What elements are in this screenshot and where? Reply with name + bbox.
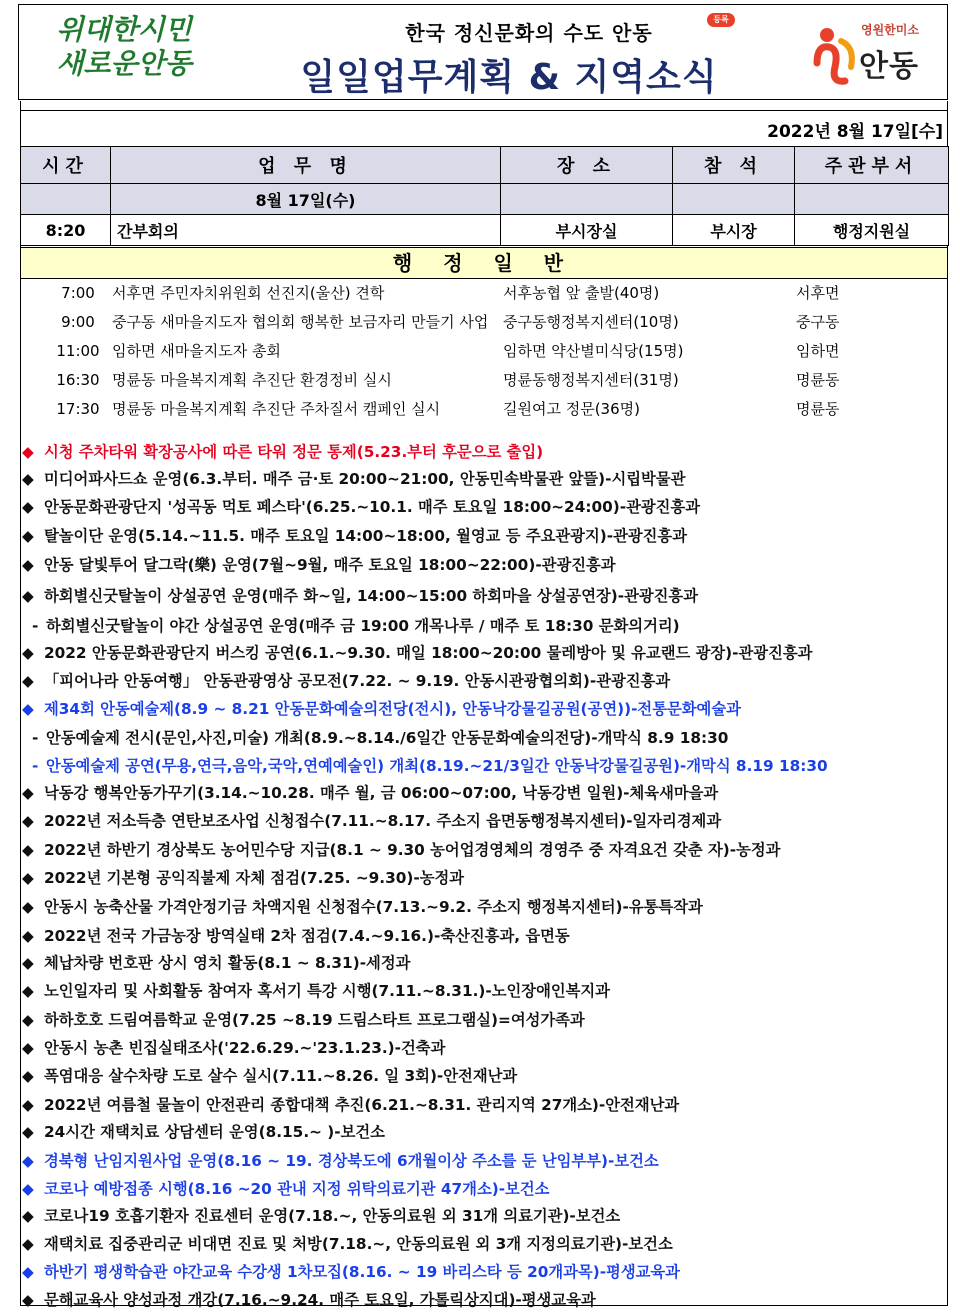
notice-item bbox=[22, 779, 718, 807]
event-name: 서후면 주민자치위원회 선진지(울산) 견학 bbox=[112, 284, 385, 302]
notice-item bbox=[22, 493, 700, 521]
schedule-day-row bbox=[21, 184, 949, 215]
page-title: 일일업무계획 & 지역소식 bbox=[300, 57, 718, 98]
notice-item bbox=[22, 465, 685, 493]
notice-item bbox=[22, 864, 464, 892]
row-time: 8:20 bbox=[21, 215, 111, 246]
event-dept: 임하면 bbox=[796, 342, 840, 360]
diamond-bullet-icon: ◆ bbox=[22, 954, 34, 972]
diamond-bullet-icon: ◆ bbox=[22, 1235, 34, 1253]
notice-item bbox=[22, 922, 570, 950]
diamond-bullet-icon: ◆ bbox=[22, 898, 34, 916]
notice-item bbox=[22, 1175, 549, 1203]
notice-text: 하하호호 드림여름학교 운영(7.25 ~8.19 드림스타트 프로그램실)=여성가족과 bbox=[44, 1011, 585, 1029]
event-time: 9:00 bbox=[61, 313, 95, 331]
notice-item bbox=[32, 612, 680, 640]
notice-text: 2022년 전국 가금농장 방역실태 2차 점검(7.4.~9.16.)-축산진흥과, 읍면동 bbox=[44, 927, 570, 945]
row-place: 부시장실 bbox=[501, 215, 673, 246]
notice-text: 시청 주차타워 확장공사에 따른 타워 정문 통제(5.23.부터 후문으로 출입) bbox=[44, 443, 544, 461]
notice-text: 코로나19 호흡기환자 진료센터 운영(7.18.~, 안동의료원 외 31개 의료기관)-보건소 bbox=[44, 1207, 621, 1225]
notice-text: 2022 안동문화관광단지 버스킹 공연(6.1.~9.30. 매일 18:00~20:00 물레방아 및 유교랜드 광장)-관광진흥과 bbox=[44, 644, 813, 662]
event-place: 명륜동행정복지센터(31명) bbox=[503, 371, 679, 389]
schedule-header-row bbox=[21, 147, 949, 184]
logo-tagline: 영원한미소 bbox=[861, 23, 919, 37]
notice-text: 2022년 여름철 물놀이 안전관리 종합대책 추진(6.21.~8.31. 관리지역 27개소)-안전재난과 bbox=[44, 1096, 680, 1114]
col-header-place: 장 소 bbox=[501, 147, 673, 184]
event-name: 임하면 새마을지도자 총회 bbox=[112, 342, 281, 360]
notice-item bbox=[22, 551, 616, 579]
notice-text: 재택치료 집중관리군 비대면 진료 및 처방(7.18.~, 안동의료원 외 3개 지정의료기관)-보건소 bbox=[44, 1235, 673, 1253]
notice-item bbox=[32, 752, 828, 780]
event-name: 명륜동 마을복지계획 추진단 주차질서 캠페인 실시 bbox=[112, 400, 441, 418]
notice-item bbox=[22, 1062, 517, 1090]
notice-item bbox=[22, 949, 410, 977]
notice-text: 탈놀이단 운영(5.14.~11.5. 매주 토요일 14:00~18:00, 월영교 등 주요관광지)-관광진흥과 bbox=[44, 527, 687, 545]
diamond-bullet-icon: ◆ bbox=[22, 1067, 34, 1085]
event-place: 길원여고 정문(36명) bbox=[503, 400, 640, 418]
col-header-task: 업 무 명 bbox=[111, 147, 501, 184]
notice-item bbox=[22, 667, 670, 695]
notice-text: 하회별신굿탈놀이 상설공연 운영(매주 화~일, 14:00~15:00 하회마을 상설공연장)-관광진흥과 bbox=[44, 587, 698, 605]
diamond-bullet-icon: ◆ bbox=[22, 443, 34, 461]
diamond-bullet-icon: ◆ bbox=[22, 1123, 34, 1141]
notice-item bbox=[22, 893, 703, 921]
notice-text: 2022년 하반기 경상북도 농어민수당 지급(8.1 ~ 9.30 농어업경영체의 경영주 중 자격요건 갖춘 자)-농정과 bbox=[44, 841, 781, 859]
notice-text: 2022년 저소득층 연탄보조사업 신청접수(7.11.~8.17. 주소지 읍면동행정복지센터)-일자리경제과 bbox=[44, 812, 722, 830]
diamond-bullet-icon: ◆ bbox=[22, 1180, 34, 1198]
row-attend: 부시장 bbox=[673, 215, 795, 246]
event-time: 16:30 bbox=[56, 371, 100, 389]
event-time: 7:00 bbox=[61, 284, 95, 302]
notice-item bbox=[22, 1091, 679, 1119]
day-cell-empty bbox=[21, 184, 111, 215]
diamond-bullet-icon: ◆ bbox=[22, 1096, 34, 1114]
notice-item bbox=[22, 639, 812, 667]
notice-text: 미디어파사드쇼 운영(6.3.부터. 매주 금·토 20:00~21:00, 안동민속박물관 앞뜰)-시립박물관 bbox=[44, 470, 686, 488]
notice-item bbox=[22, 1006, 585, 1034]
col-header-dept: 주관부서 bbox=[795, 147, 949, 184]
col-header-attend: 참 석 bbox=[673, 147, 795, 184]
notice-text: 2022년 기본형 공익직불제 자체 점검(7.25. ~9.30)-농정과 bbox=[44, 869, 465, 887]
notice-text: 노인일자리 및 사회활동 참여자 혹서기 특강 시행(7.11.~8.31.)-노인장애인복지과 bbox=[44, 982, 610, 1000]
col-header-time: 시간 bbox=[21, 147, 111, 184]
diamond-bullet-icon: ◆ bbox=[22, 700, 34, 718]
diamond-bullet-icon: ◆ bbox=[22, 672, 34, 690]
event-dept: 명륜동 bbox=[796, 371, 840, 389]
diamond-bullet-icon: ◆ bbox=[22, 1152, 34, 1170]
notice-text: 안동시 농촌 빈집실태조사('22.6.29.~'23.1.23.)-건축과 bbox=[44, 1039, 446, 1057]
notice-text: 안동예술제 전시(문인,사진,미술) 개최(8.9.~8.14./6일간 안동문화예술의전당)-개막식 8.9 18:30 bbox=[46, 729, 729, 747]
diamond-bullet-icon: ◆ bbox=[22, 1011, 34, 1029]
schedule-table bbox=[20, 146, 949, 246]
notice-text: 안동예술제 공연(무용,연극,음악,국악,연예예술인) 개최(8.19.~21/3일간 안동낙강물길공원)-개막식 8.19 18:30 bbox=[46, 757, 828, 775]
diamond-bullet-icon: ◆ bbox=[22, 1263, 34, 1281]
notice-text: 24시간 재택치료 상담센터 운영(8.15.~ )-보건소 bbox=[44, 1123, 385, 1141]
day-label: 8월 17일(수) bbox=[111, 184, 501, 215]
event-place: 서후농협 앞 출발(40명) bbox=[503, 284, 660, 302]
diamond-bullet-icon: ◆ bbox=[22, 812, 34, 830]
notice-text: 하반기 평생학습관 야간교육 수강생 1차모집(8.16. ~ 19 바리스타 등 20개과목)-평생교육과 bbox=[44, 1263, 680, 1281]
notice-item bbox=[22, 582, 698, 610]
subtitle: 한국 정신문화의 수도 안동 bbox=[405, 21, 653, 45]
report-date: 2022년 8월 17일[수] bbox=[767, 122, 943, 142]
diamond-bullet-icon: ◆ bbox=[22, 1291, 34, 1309]
day-cell-empty bbox=[673, 184, 795, 215]
event-name: 명륜동 마을복지계획 추진단 환경정비 실시 bbox=[112, 371, 392, 389]
notice-text: 폭염대응 살수차량 도로 살수 실시(7.11.~8.26. 일 3회)-안전재난과 bbox=[44, 1067, 518, 1085]
event-dept: 서후면 bbox=[796, 284, 840, 302]
notice-item bbox=[32, 724, 728, 752]
notice-item bbox=[22, 836, 780, 864]
notice-text: 안동 달빛투어 달그락(樂) 운영(7월~9월, 매주 토요일 18:00~22:00)-관광진흥과 bbox=[44, 556, 616, 574]
diamond-bullet-icon: ◆ bbox=[22, 784, 34, 802]
event-time: 11:00 bbox=[56, 342, 100, 360]
notice-item bbox=[22, 1034, 445, 1062]
notice-item bbox=[22, 1202, 620, 1230]
table-row bbox=[21, 215, 949, 246]
notice-text: 「피어나라 안동여행」 안동관광영상 공모전(7.22. ~ 9.19. 안동시관광협의회)-관광진흥과 bbox=[44, 672, 671, 690]
diamond-bullet-icon: ◆ bbox=[22, 982, 34, 1000]
notice-item bbox=[22, 695, 741, 723]
notice-item bbox=[22, 522, 687, 550]
event-name: 중구동 새마을지도자 협의회 행복한 보금자리 만들기 사업 bbox=[112, 313, 489, 331]
dash-marker: - bbox=[32, 757, 39, 775]
dash-marker: - bbox=[32, 617, 39, 635]
date-row bbox=[20, 110, 948, 146]
diamond-bullet-icon: ◆ bbox=[22, 927, 34, 945]
diamond-bullet-icon: ◆ bbox=[22, 1207, 34, 1225]
slogan-line1: 위대한시민 bbox=[56, 13, 192, 46]
notice-text: 제34회 안동예술제(8.9 ~ 8.21 안동문화예술의전당(전시), 안동낙강물길공원(공연))-전통문화예술과 bbox=[44, 700, 741, 718]
notice-text: 코로나 예방접종 시행(8.16 ~20 관내 지정 위탁의료기관 47개소)-보건소 bbox=[44, 1180, 550, 1198]
notice-item bbox=[22, 1118, 385, 1146]
dash-marker: - bbox=[32, 729, 39, 747]
subtitle-badge: 등록 bbox=[707, 13, 735, 27]
diamond-bullet-icon: ◆ bbox=[22, 470, 34, 488]
diamond-bullet-icon: ◆ bbox=[22, 841, 34, 859]
row-task: 간부회의 bbox=[111, 215, 501, 246]
logo-mark-icon bbox=[811, 23, 859, 89]
notice-text: 문해교육사 양성과정 개강(7.16.~9.24. 매주 토요일, 가톨릭상지대)-평생교육과 bbox=[44, 1291, 596, 1309]
event-time: 17:30 bbox=[56, 400, 100, 418]
notice-text: 하회별신굿탈놀이 야간 상설공연 운영(매주 금 19:00 개목나루 / 매주 토 18:30 문화의거리) bbox=[46, 617, 680, 635]
day-cell-empty bbox=[795, 184, 949, 215]
event-place: 중구동행정복지센터(10명) bbox=[503, 313, 679, 331]
diamond-bullet-icon: ◆ bbox=[22, 869, 34, 887]
notice-item bbox=[22, 977, 610, 1005]
diamond-bullet-icon: ◆ bbox=[22, 1039, 34, 1057]
page-header bbox=[18, 4, 948, 100]
diamond-bullet-icon: ◆ bbox=[22, 587, 34, 605]
slogan-line2: 새로운안동 bbox=[56, 47, 192, 80]
day-cell-empty bbox=[501, 184, 673, 215]
notice-item bbox=[22, 1258, 680, 1286]
event-dept: 명륜동 bbox=[796, 400, 840, 418]
event-place: 임하면 약산별미식당(15명) bbox=[503, 342, 684, 360]
diamond-bullet-icon: ◆ bbox=[22, 644, 34, 662]
notice-text: 안동문화관광단지 '성곡동 먹토 페스타'(6.25.~10.1. 매주 토요일 18:00~24:00)-관광진흥과 bbox=[44, 498, 700, 516]
row-dept: 행정지원실 bbox=[795, 215, 949, 246]
diamond-bullet-icon: ◆ bbox=[22, 556, 34, 574]
notice-text: 낙동강 행복안동가꾸기(3.14.~10.28. 매주 월, 금 06:00~07:00, 낙동강변 일원)-체육새마을과 bbox=[44, 784, 719, 802]
diamond-bullet-icon: ◆ bbox=[22, 498, 34, 516]
logo-name: 안동 bbox=[859, 49, 919, 84]
notice-item bbox=[22, 807, 721, 835]
notice-text: 체납차량 번호판 상시 영치 활동(8.1 ~ 8.31)-세정과 bbox=[44, 954, 411, 972]
andong-logo bbox=[811, 19, 941, 91]
notice-item bbox=[22, 438, 543, 466]
notice-text: 경북형 난임지원사업 운영(8.16 ~ 19. 경상북도에 6개월이상 주소를 둔 난임부부)-보건소 bbox=[44, 1152, 659, 1170]
notice-item bbox=[22, 1147, 659, 1175]
notice-text: 안동시 농축산물 가격안정기금 차액지원 신청접수(7.13.~9.2. 주소지 행정복지센터)-유통특작과 bbox=[44, 898, 703, 916]
section-title: 행 정 일 반 bbox=[20, 247, 948, 279]
event-dept: 중구동 bbox=[796, 313, 840, 331]
slogan bbox=[29, 13, 219, 81]
diamond-bullet-icon: ◆ bbox=[22, 527, 34, 545]
notice-item bbox=[22, 1230, 673, 1258]
